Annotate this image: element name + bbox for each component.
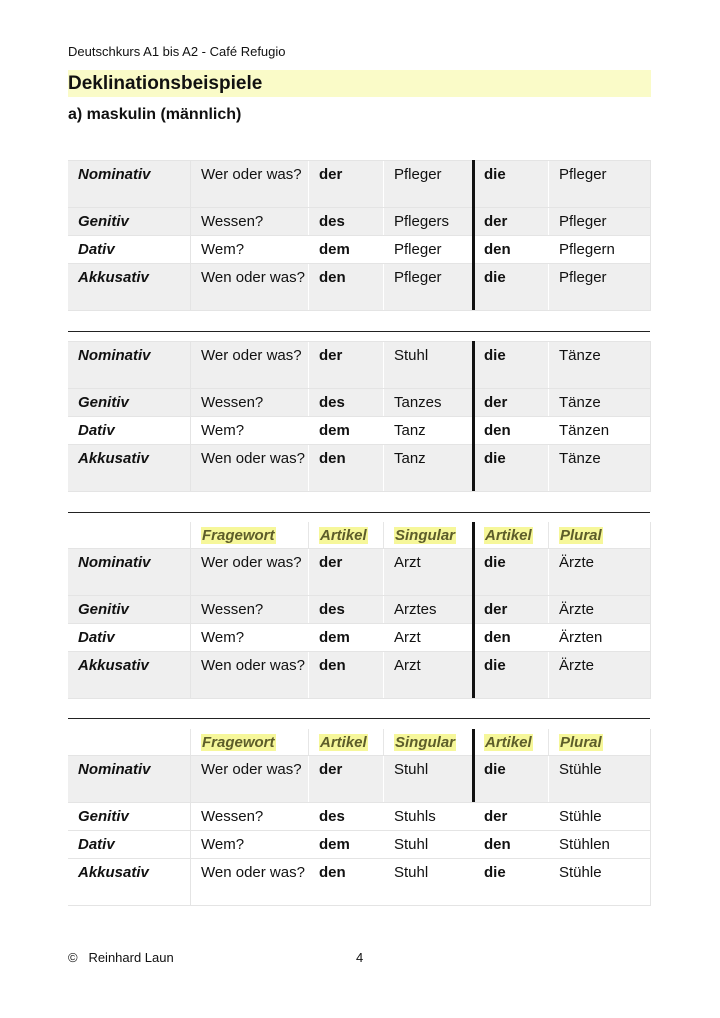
table-cell: Tänze bbox=[559, 347, 601, 364]
table-cell: Tanz bbox=[384, 445, 474, 491]
table-cell: den bbox=[309, 264, 384, 310]
table-cell: des bbox=[309, 596, 384, 623]
column-header: Plural bbox=[560, 734, 602, 751]
page-number: 4 bbox=[356, 950, 364, 965]
section-subtitle: a) maskulin (männlich) bbox=[68, 106, 242, 123]
table-cell: die bbox=[474, 342, 549, 388]
separator-line-1 bbox=[68, 331, 650, 332]
table-cell: Wem? bbox=[191, 624, 309, 651]
table-cell: Wessen? bbox=[191, 389, 309, 416]
table-cell: die bbox=[474, 549, 549, 595]
case-label: Akkusativ bbox=[68, 652, 191, 698]
table-cell: die bbox=[474, 652, 549, 698]
table-cell: dem bbox=[309, 236, 384, 263]
table-cell: Wessen? bbox=[191, 803, 309, 830]
table-cell: Arzt bbox=[384, 624, 474, 651]
table-cell: Pfleger bbox=[559, 166, 607, 183]
table-cell: den bbox=[309, 445, 384, 491]
table-cell: Pflegern bbox=[559, 241, 615, 258]
footer bbox=[68, 950, 364, 965]
singular-plural-divider bbox=[472, 341, 475, 491]
table-cell: dem bbox=[309, 624, 384, 651]
table-header-row bbox=[68, 729, 650, 755]
table-cell: des bbox=[309, 208, 384, 235]
column-header: Singular bbox=[395, 734, 456, 751]
table-cell: den bbox=[474, 236, 549, 263]
table-row-akkusativ bbox=[68, 263, 650, 310]
table-cell: Ärzte bbox=[559, 554, 595, 571]
table-cell: Wer oder was? bbox=[191, 161, 309, 207]
column-header: Artikel bbox=[320, 527, 367, 544]
table-row-dativ bbox=[68, 830, 650, 858]
separator-line-3 bbox=[68, 718, 650, 719]
table-cell: dem bbox=[309, 417, 384, 444]
table-cell: die bbox=[474, 859, 549, 905]
table-cell: Stuhl bbox=[384, 342, 474, 388]
declension-table-4 bbox=[68, 729, 651, 906]
table-cell: den bbox=[474, 624, 549, 651]
table-cell: der bbox=[309, 549, 384, 595]
singular-plural-divider bbox=[472, 729, 475, 802]
table-row-akkusativ bbox=[68, 858, 650, 905]
table-row-akkusativ bbox=[68, 651, 650, 698]
case-label: Genitiv bbox=[68, 208, 191, 235]
separator-line-2 bbox=[68, 512, 650, 513]
copyright-symbol: © bbox=[68, 950, 78, 965]
table-cell: Pfleger bbox=[559, 213, 607, 230]
header-cell bbox=[191, 522, 309, 548]
singular-plural-divider bbox=[472, 522, 475, 698]
table-row-akkusativ bbox=[68, 444, 650, 491]
table-row-genitiv bbox=[68, 595, 650, 623]
table-row-nominativ bbox=[68, 548, 650, 595]
case-label: Akkusativ bbox=[68, 264, 191, 310]
column-header: Artikel bbox=[485, 527, 532, 544]
column-header: Fragewort bbox=[202, 527, 275, 544]
table-cell: Wem? bbox=[191, 417, 309, 444]
table-cell: die bbox=[474, 161, 549, 207]
table-row-dativ bbox=[68, 235, 650, 263]
column-header: Plural bbox=[560, 527, 602, 544]
case-label: Nominativ bbox=[68, 756, 191, 802]
table-cell: Tänze bbox=[559, 394, 601, 411]
table-cell: Pfleger bbox=[559, 269, 607, 286]
table-cell: dem bbox=[309, 831, 384, 858]
table-cell: den bbox=[309, 652, 384, 698]
table-cell: der bbox=[474, 208, 549, 235]
table-cell: den bbox=[474, 417, 549, 444]
header-cell bbox=[549, 522, 650, 548]
table-cell: Stuhl bbox=[384, 831, 474, 858]
course-header: Deutschkurs A1 bis A2 - Café Refugio bbox=[68, 44, 286, 59]
table-cell: Wen oder was? bbox=[191, 264, 309, 310]
table-row-dativ bbox=[68, 416, 650, 444]
table-cell: Tanz bbox=[384, 417, 474, 444]
table-row-genitiv bbox=[68, 802, 650, 830]
table-cell: Stühle bbox=[559, 808, 602, 825]
header-cell bbox=[384, 729, 474, 755]
table-cell: Wessen? bbox=[191, 208, 309, 235]
table-cell: Wer oder was? bbox=[191, 342, 309, 388]
table-cell: die bbox=[474, 264, 549, 310]
table-row-nominativ bbox=[68, 160, 650, 207]
table-cell: Wen oder was? bbox=[191, 859, 309, 905]
table-cell: Wen oder was? bbox=[191, 652, 309, 698]
table-cell: Wen oder was? bbox=[191, 445, 309, 491]
header-cell bbox=[309, 522, 384, 548]
table-cell: den bbox=[309, 859, 384, 905]
table-row-genitiv bbox=[68, 388, 650, 416]
header-cell bbox=[309, 729, 384, 755]
case-label: Dativ bbox=[68, 236, 191, 263]
table-cell: Tänzen bbox=[559, 422, 610, 439]
header-cell bbox=[474, 522, 549, 548]
declension-table-1 bbox=[68, 160, 651, 311]
declension-table-2 bbox=[68, 341, 651, 492]
table-cell: Pflegers bbox=[384, 208, 474, 235]
table-cell: Wem? bbox=[191, 831, 309, 858]
header-empty-cell bbox=[68, 729, 191, 755]
page-title: Deklinationsbeispiele bbox=[68, 70, 651, 97]
table-cell: Stühle bbox=[559, 864, 602, 881]
table-cell: Wem? bbox=[191, 236, 309, 263]
table-cell: Wer oder was? bbox=[191, 756, 309, 802]
table-cell: Wessen? bbox=[191, 596, 309, 623]
singular-plural-divider bbox=[472, 160, 475, 310]
table-cell: des bbox=[309, 803, 384, 830]
table-cell: der bbox=[474, 596, 549, 623]
footer-author: Reinhard Laun bbox=[88, 950, 174, 965]
table-cell: der bbox=[474, 803, 549, 830]
case-label: Genitiv bbox=[68, 389, 191, 416]
table-cell: Stuhl bbox=[384, 756, 474, 802]
table-cell: Arzt bbox=[384, 652, 474, 698]
table-cell: der bbox=[309, 342, 384, 388]
header-cell bbox=[549, 729, 650, 755]
table-cell: die bbox=[474, 445, 549, 491]
table-header-row bbox=[68, 522, 650, 548]
table-row-nominativ bbox=[68, 755, 650, 802]
table-cell: Stühle bbox=[559, 761, 602, 778]
table-row-genitiv bbox=[68, 207, 650, 235]
table-cell: der bbox=[309, 161, 384, 207]
table-cell: Pfleger bbox=[384, 236, 474, 263]
table-cell: des bbox=[309, 389, 384, 416]
declension-table-3 bbox=[68, 522, 651, 699]
table-cell: der bbox=[474, 389, 549, 416]
header-cell bbox=[191, 729, 309, 755]
column-header: Artikel bbox=[485, 734, 532, 751]
header-cell bbox=[384, 522, 474, 548]
case-label: Dativ bbox=[68, 417, 191, 444]
table-cell: Ärzte bbox=[559, 601, 595, 618]
table-cell: den bbox=[474, 831, 549, 858]
case-label: Nominativ bbox=[68, 549, 191, 595]
table-cell: Ärzte bbox=[559, 657, 595, 674]
header-empty-cell bbox=[68, 522, 191, 548]
table-cell: Arztes bbox=[384, 596, 474, 623]
case-label: Genitiv bbox=[68, 596, 191, 623]
table-cell: Pfleger bbox=[384, 264, 474, 310]
column-header: Singular bbox=[395, 527, 456, 544]
column-header: Fragewort bbox=[202, 734, 275, 751]
table-cell: Tänze bbox=[559, 450, 601, 467]
case-label: Dativ bbox=[68, 831, 191, 858]
case-label: Genitiv bbox=[68, 803, 191, 830]
table-cell: Ärzten bbox=[559, 629, 603, 646]
table-cell: Pfleger bbox=[384, 161, 474, 207]
table-row-nominativ bbox=[68, 341, 650, 388]
table-cell: Stühlen bbox=[559, 836, 610, 853]
case-label: Akkusativ bbox=[68, 859, 191, 905]
table-cell: Wer oder was? bbox=[191, 549, 309, 595]
header-cell bbox=[474, 729, 549, 755]
table-cell: der bbox=[309, 756, 384, 802]
table-cell: Stuhl bbox=[384, 859, 474, 905]
case-label: Nominativ bbox=[68, 161, 191, 207]
table-cell: die bbox=[474, 756, 549, 802]
table-cell: Stuhls bbox=[384, 803, 474, 830]
table-cell: Tanzes bbox=[384, 389, 474, 416]
case-label: Nominativ bbox=[68, 342, 191, 388]
column-header: Artikel bbox=[320, 734, 367, 751]
table-cell: Arzt bbox=[384, 549, 474, 595]
case-label: Dativ bbox=[68, 624, 191, 651]
case-label: Akkusativ bbox=[68, 445, 191, 491]
table-row-dativ bbox=[68, 623, 650, 651]
